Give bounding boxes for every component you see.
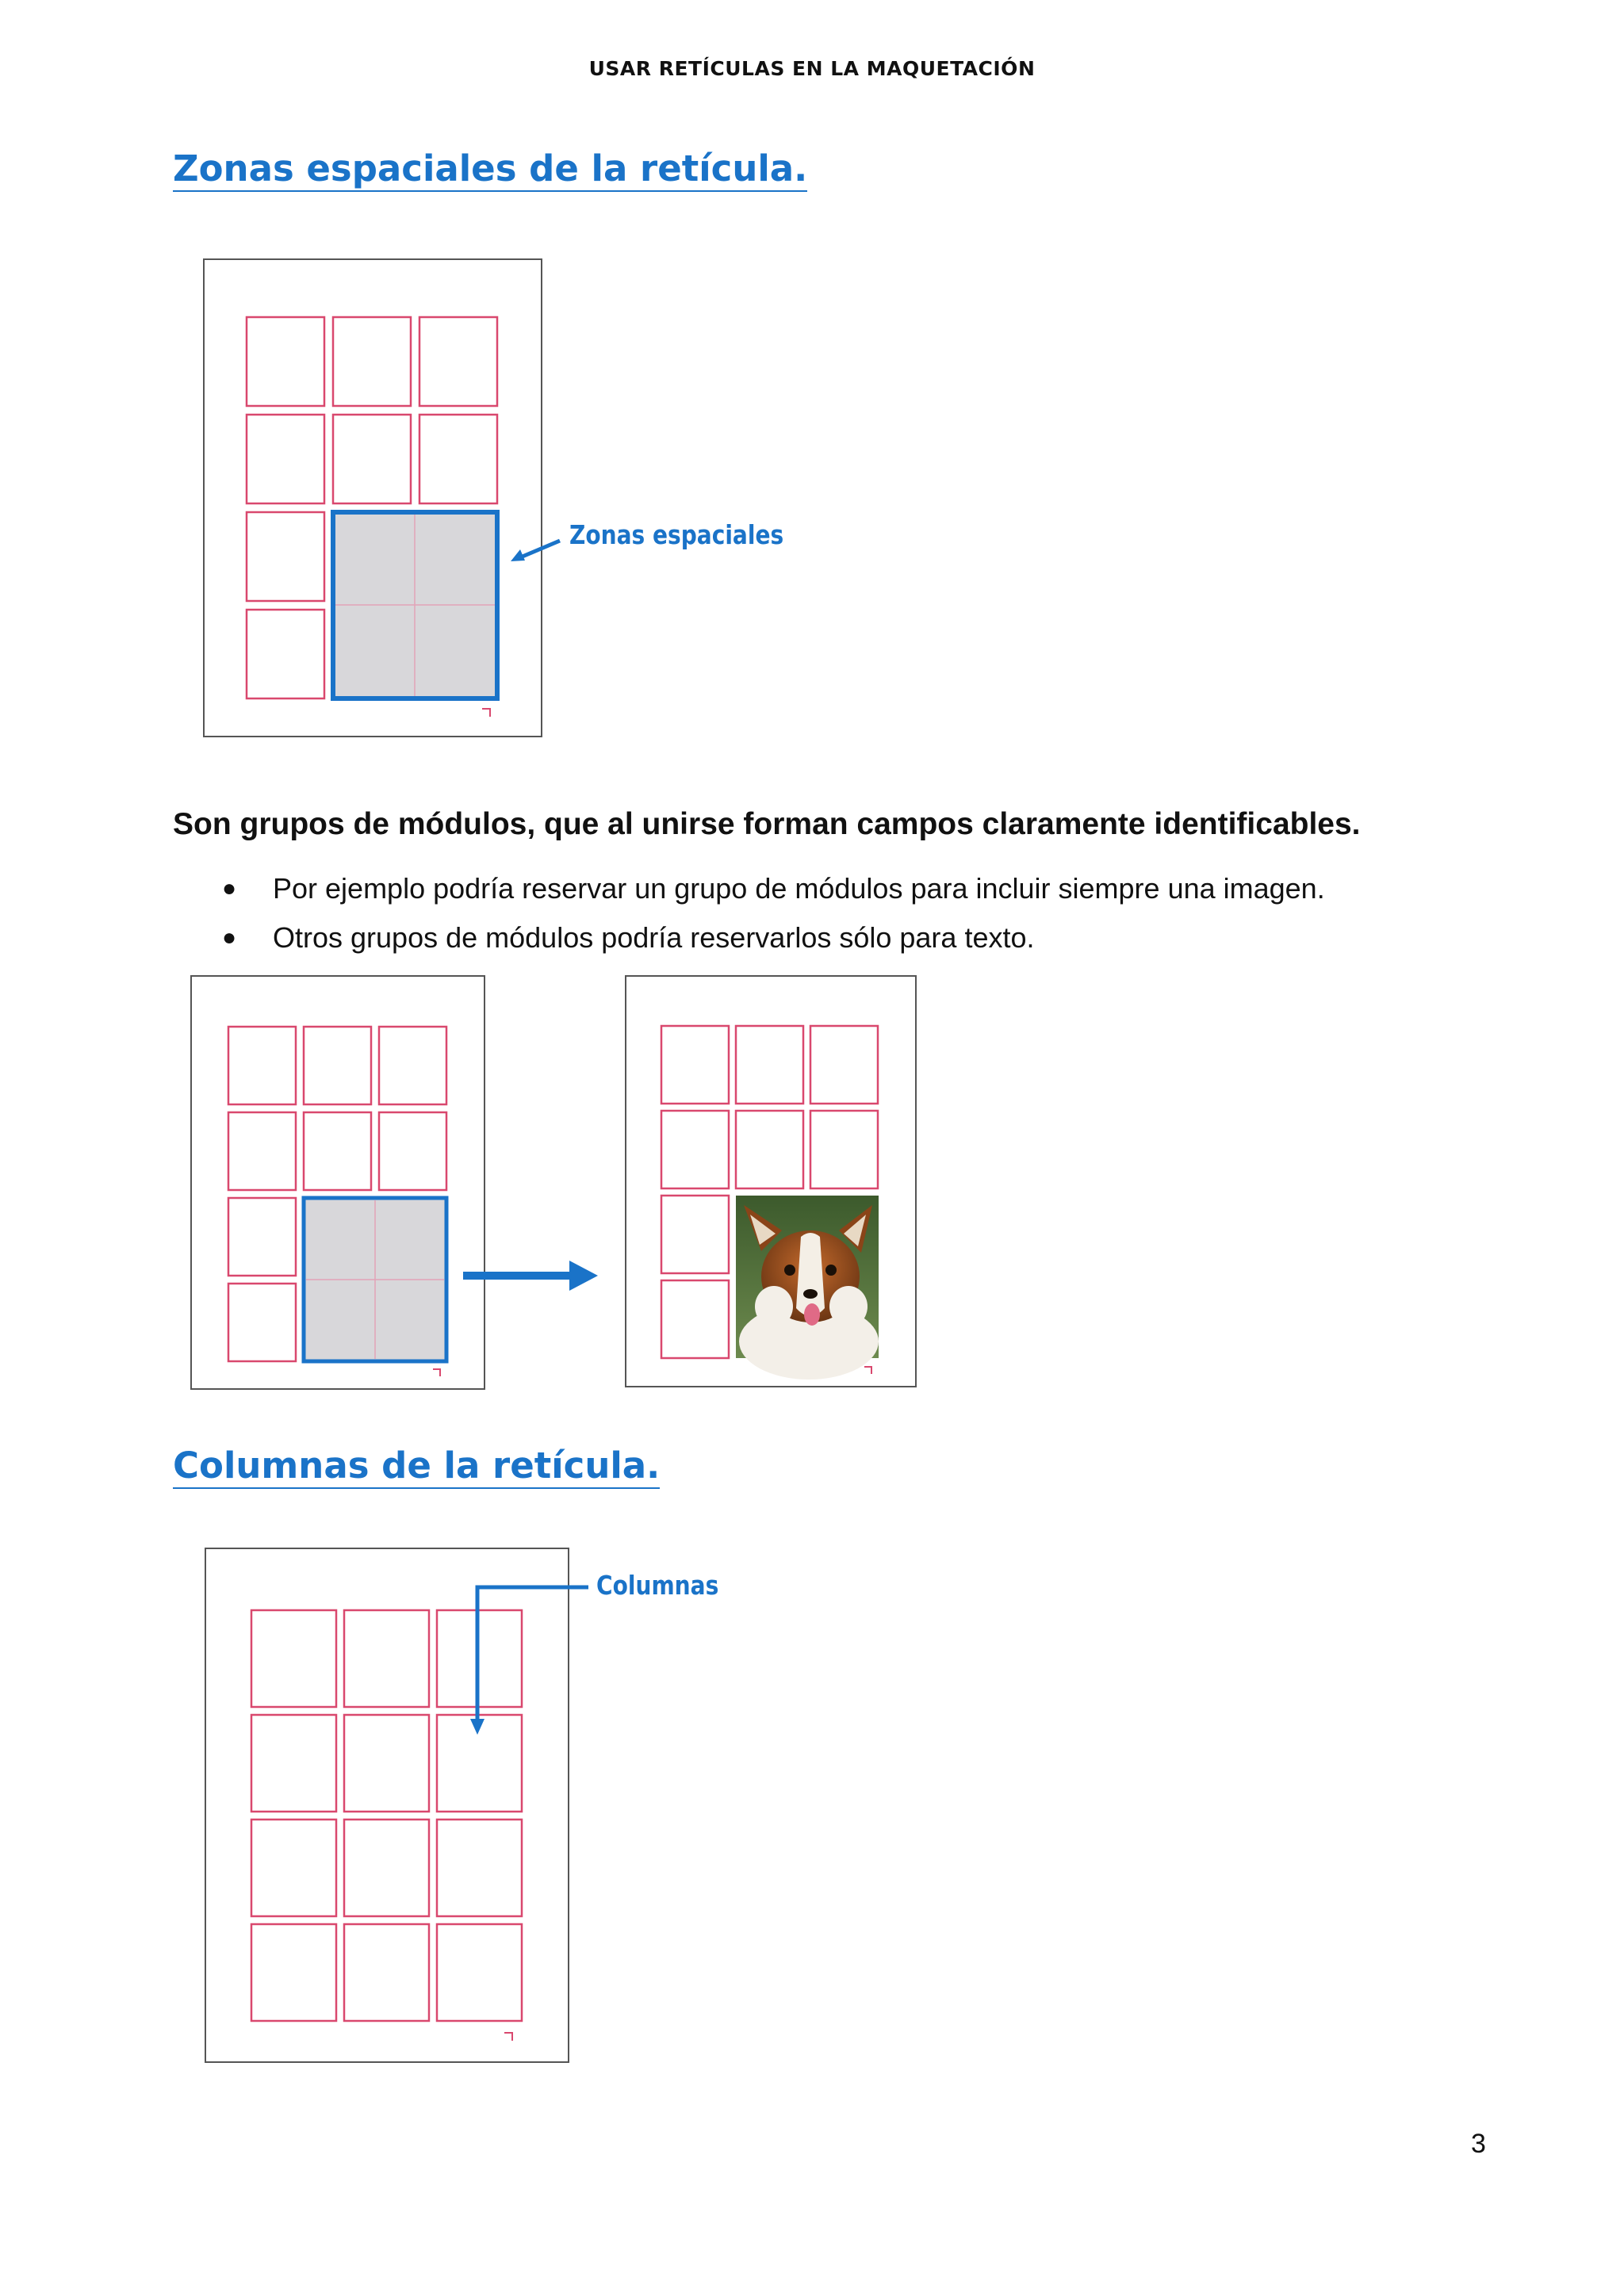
spatial-zones-description: Son grupos de módulos, que al unirse forman campos claramente identificables.	[173, 807, 1361, 841]
list-item: ● Otros grupos de módulos podría reservarlos sólo para texto.	[222, 913, 1325, 962]
bullet-icon: ●	[222, 875, 237, 901]
spatial-zones-label: Zonas espaciales	[569, 519, 784, 550]
running-header: USAR RETÍCULAS EN LA MAQUETACIÓN	[588, 57, 1036, 80]
grid-before-diagram	[190, 975, 487, 1391]
page-number: 3	[1471, 2129, 1486, 2159]
bullet-list	[222, 864, 1325, 962]
section-heading-spatial-zones: Zonas espaciales de la retícula.	[173, 149, 807, 192]
list-item: ● Por ejemplo podría reservar un grupo de módulos para incluir siempre una imagen.	[222, 864, 1325, 913]
column-pointer-icon	[468, 1578, 595, 1744]
section-heading-columns: Columnas de la retícula.	[173, 1446, 660, 1489]
arrow-left-icon	[508, 534, 571, 566]
dog-photo	[736, 1196, 879, 1380]
bullet-icon: ●	[222, 924, 237, 951]
arrow-right-icon	[463, 1257, 598, 1294]
columns-label: Columnas	[596, 1570, 719, 1601]
spatial-zones-diagram	[203, 258, 544, 739]
grid-after-diagram	[625, 975, 918, 1389]
